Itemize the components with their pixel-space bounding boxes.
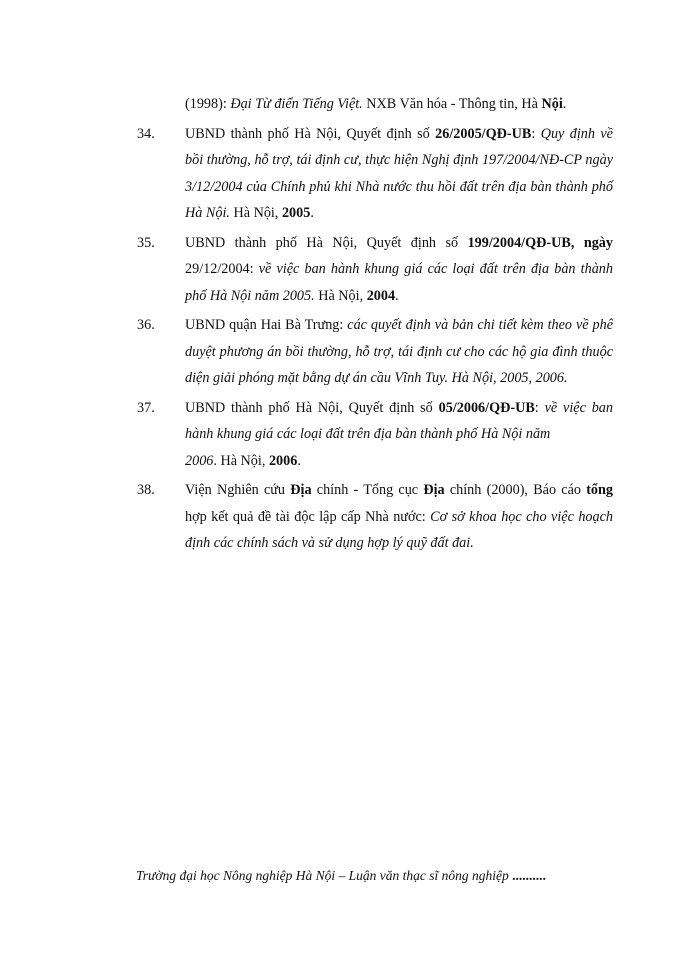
reference-segment: Hà Nội, [314, 287, 367, 304]
reference-segment: Quy định về bồi thường, hỗ trợ, tái định cư, thực hiện Nghị định 197/2004/NĐ-CP ngày 3/12/2004 của Chính phủ khi Nhà nước thu hồi đất trên địa bàn thành phố Hà Nội. [185, 125, 613, 221]
reference-segment: 2006 [268, 452, 298, 469]
reference-segment: : [531, 125, 541, 142]
reference-segment: UBND thành phố Hà Nội, Quyết định số [185, 234, 468, 251]
reference-segment: hợp kết quả đề tài độc lập cấp Nhà nước: [185, 508, 431, 525]
reference-segment: về việc ban hành khung giá các loại đất trên địa bàn thành phố Hà Nội năm [185, 399, 613, 442]
reference-segment: về việc ban hành khung giá các loại đất trên địa bàn thành phố Hà Nội năm 2005. [185, 261, 613, 304]
reference-segment: 2004 [366, 287, 396, 304]
reference-segment: tổng [586, 482, 614, 498]
reference-segment: : [534, 399, 545, 416]
reference-number: 36. [137, 317, 155, 333]
reference-segment: . [310, 205, 314, 221]
reference-segment: các quyết định và bản chi tiết kèm theo về phê duyệt phương án bồi thường, hỗ trợ, tái định cư cho các hộ gia đình thuộc diện giải phóng mặt bằng dự án cầu Vĩnh Tuy. Hà Nội, 2005, 2006. [185, 317, 613, 386]
footer-text: Trường đại học Nông nghiệp Hà Nội – Luận văn thạc sĩ nông nghiệp [136, 868, 513, 883]
reference-segment: Cơ sở khoa học cho việc hoạch định các chính sách và sử dụng hợp lý quỹ đất đai. [185, 508, 614, 551]
reference-segment: . Hà Nội, [213, 452, 269, 469]
reference-segment: UBND thành phố Hà Nội, Quyết định số [185, 125, 436, 142]
footer-dots: .......... [512, 868, 546, 883]
reference-segment: chính - Tổng cục [311, 482, 424, 498]
reference-number: 38. [137, 482, 155, 498]
reference-segment: UBND quận Hai Bà Trưng: [185, 317, 348, 333]
reference-entry [0, 395, 613, 475]
page-footer [136, 868, 546, 884]
reference-number: 37. [137, 399, 155, 416]
reference-segment: (1998): [185, 96, 231, 112]
reference-segment: . [562, 96, 567, 112]
reference-segment: 2005 [281, 205, 311, 221]
reference-entry [0, 477, 613, 557]
reference-segment: 05/2006/QĐ-UB [438, 399, 535, 416]
reference-segment: UBND thành phố Hà Nội, Quyết định số [185, 399, 439, 416]
reference-segment: . [395, 287, 399, 304]
reference-number: 34. [137, 125, 155, 142]
reference-segment: Nội [541, 96, 563, 112]
reference-segment: Địa [290, 482, 312, 498]
reference-text [185, 126, 613, 222]
reference-segment: 26/2005/QĐ-UB [435, 125, 532, 142]
reference-segment: NXB Văn hóa - Thông tin, Hà [362, 96, 542, 112]
reference-entry [0, 312, 613, 392]
reference-segment: 2006 [185, 452, 214, 469]
reference-segment: Hà Nội, [229, 205, 282, 221]
reference-segment: Địa [423, 482, 445, 498]
reference-segment: 29/12/2004: [185, 261, 259, 277]
reference-text [185, 235, 613, 304]
reference-text [185, 317, 613, 386]
reference-text [185, 482, 613, 551]
reference-segment: chính (2000), Báo cáo [444, 482, 587, 498]
reference-text [185, 96, 566, 112]
reference-list [0, 91, 700, 557]
reference-entry [0, 230, 613, 310]
reference-segment: 199/2004/QĐ-UB, ngày [467, 234, 613, 251]
reference-segment: . [297, 452, 301, 469]
reference-segment: Đại Từ điển Tiếng Việt. [230, 96, 363, 112]
reference-segment: Viện Nghiên cứu [185, 482, 291, 498]
reference-entry [0, 91, 613, 118]
reference-text [185, 400, 613, 469]
reference-entry [0, 121, 613, 227]
reference-number: 35. [137, 234, 155, 251]
